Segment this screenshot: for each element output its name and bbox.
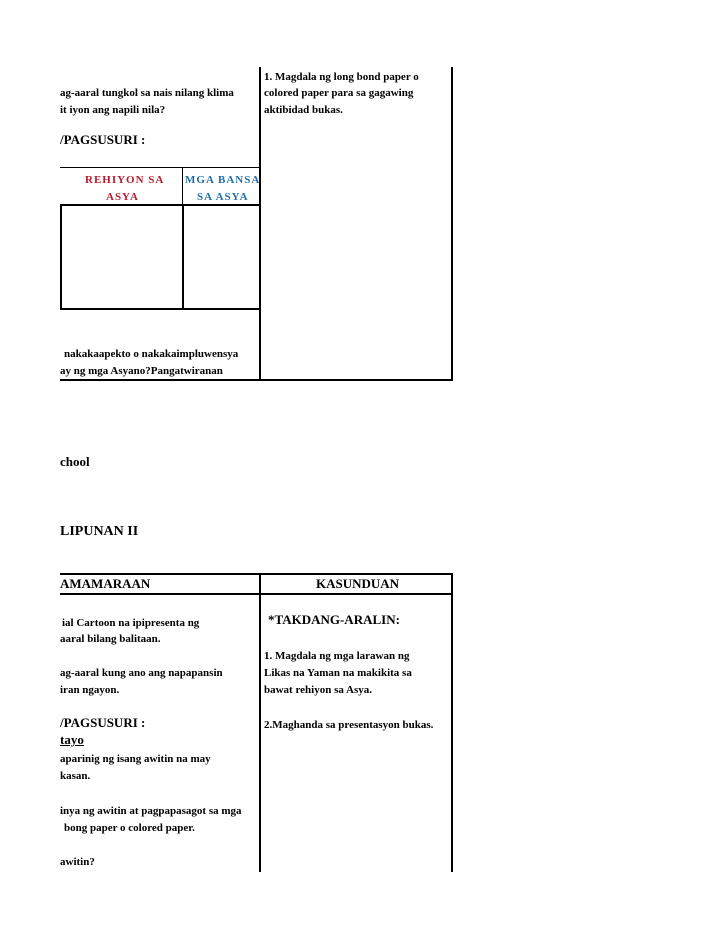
table-bottom-border bbox=[60, 308, 260, 310]
section2-header-bottom-border bbox=[60, 593, 453, 595]
s2-left-line4: iran ngayon. bbox=[60, 684, 120, 696]
s2-left-line6: kasan. bbox=[60, 770, 91, 782]
table-col1-line2: ASYA bbox=[106, 191, 139, 203]
section1-bottom-border bbox=[60, 379, 453, 381]
table-mid-border bbox=[182, 204, 184, 310]
s2-left-line9: awitin? bbox=[60, 856, 95, 868]
s1-right-line2: colored paper para sa gagawing bbox=[264, 87, 414, 99]
subject-title: LIPUNAN II bbox=[60, 524, 139, 539]
s2-left-line1: ial Cartoon na ipipresenta ng bbox=[62, 617, 200, 629]
s2-right-line2: Likas na Yaman na makikita sa bbox=[264, 667, 412, 679]
s1-left-line2: it iyon ang napili nila? bbox=[60, 104, 166, 116]
section2-vertical-divider bbox=[259, 573, 261, 872]
section1-right-border bbox=[451, 67, 453, 381]
s1-right-line3: aktibidad bukas. bbox=[264, 104, 343, 116]
s1-heading: /PAGSUSURI : bbox=[60, 132, 146, 147]
s2-left-line5: aparinig ng isang awitin na may bbox=[60, 753, 211, 765]
s2-right-line4: 2.Maghanda sa presentasyon bukas. bbox=[264, 719, 434, 731]
table-col2-line2: SA ASYA bbox=[197, 191, 249, 203]
s2-right-line3: bawat rehiyon sa Asya. bbox=[264, 684, 372, 696]
table-col1-line1: REHIYON SA bbox=[85, 174, 165, 186]
section1-vertical-divider bbox=[259, 67, 261, 381]
table-col2-line1: MGA BANSA bbox=[185, 174, 261, 186]
table-header-bottom-border bbox=[60, 204, 260, 206]
s1-question-line1: nakakaapekto o nakakaimpluwensya bbox=[64, 348, 239, 360]
table-top-border bbox=[60, 167, 260, 168]
s1-right-line1: 1. Magdala ng long bond paper o bbox=[264, 71, 419, 83]
section2-top-border bbox=[60, 573, 453, 575]
section2-right-border bbox=[451, 573, 453, 872]
s1-question-line2: ay ng mga Asyano?Pangatwiranan bbox=[60, 365, 223, 377]
table-mid-header-border bbox=[182, 168, 183, 204]
s2-header-left: AMAMARAAN bbox=[60, 576, 151, 591]
s2-right-heading: *TAKDANG-ARALIN: bbox=[268, 612, 400, 627]
s2-left-line7: inya ng awitin at pagpapasagot sa mga bbox=[60, 805, 242, 817]
s2-right-line1: 1. Magdala ng mga larawan ng bbox=[264, 650, 410, 662]
school-label: chool bbox=[60, 454, 90, 469]
s2-left-line2: aaral bilang balitaan. bbox=[60, 633, 161, 645]
s2-header-right: KASUNDUAN bbox=[316, 576, 400, 591]
table-left-border bbox=[60, 204, 62, 310]
s2-subheading: tayo bbox=[60, 732, 84, 747]
s2-heading: /PAGSUSURI : bbox=[60, 715, 146, 730]
s2-left-line3: ag-aaral kung ano ang napapansin bbox=[60, 667, 223, 679]
s2-left-line8: bong paper o colored paper. bbox=[64, 822, 195, 834]
s1-left-line1: ag-aaral tungkol sa nais nilang klima bbox=[60, 87, 234, 99]
